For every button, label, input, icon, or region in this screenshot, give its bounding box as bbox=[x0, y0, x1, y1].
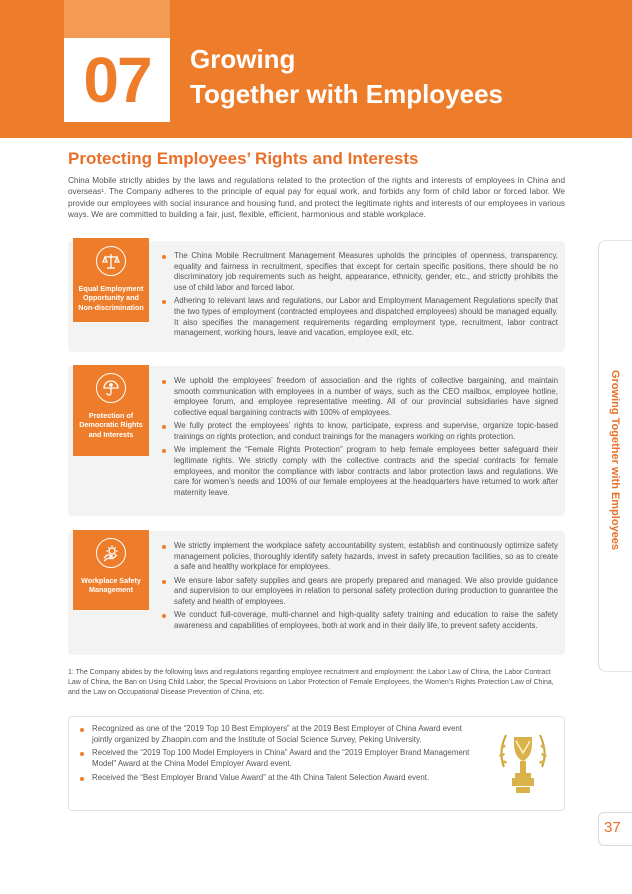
list-item: We implement the “Female Rights Protection” program to help female employees better safeguard their legitimate rights. We strictly comply with the collective contracts and the special contracts for female employees, and monitor the compliance with labor contracts and labor protection laws and regulations. We care for women’s needs and 100% of our female employees at the headquarters have returned to work after maternity leave. bbox=[161, 445, 558, 499]
block-label-democratic-rights bbox=[73, 365, 149, 456]
awards-list bbox=[79, 724, 474, 787]
chapter-title-line2: Together with Employees bbox=[190, 79, 504, 109]
list-item: Recognized as one of the “2019 Top 10 Best Employers” at the 2019 Best Employer of China Award event jointly organized by Zhaopin.com and the Institute of Social Science Survey, Peking University. bbox=[79, 724, 474, 745]
list-item: Adhering to relevant laws and regulations, our Labor and Employment Management Regulations specify that the two types of employment (contracted employees and dispatched employees) should be managed equally. It also specifies the management requirements regarding employment type, recruitment, labor contract management, working hours, leave and vacation, employee exit, etc. bbox=[161, 296, 558, 339]
section-intro: China Mobile strictly abides by the laws and regulations related to the protection of the rights and interests of employees in China and overseas¹. The Company adheres to the principle of equal pay for equal work, and forbids any form of child labor or forced labor. We provide our employees with social insurance and housing fund, and protect the legitimate rights and interests of our employees in various ways. We are committed to building a fair, just, flexible, efficient, harmonious and stable workplace. bbox=[68, 176, 565, 219]
bullet-list bbox=[161, 541, 558, 634]
footnote: 1: The Company abides by the following laws and regulations regarding employee recruitment and employment: the Labor Law of China, the Labor Contract Law of China, the Ban on Using Child Labor, the Special Provisions on Labor Protection of Female Employees, the Women’s Rights Protection Law of China, and the Law on Occupational Disease Prevention of China, etc. bbox=[68, 669, 554, 696]
block-label-text: Workplace Safety Management bbox=[81, 576, 141, 595]
bullet-list bbox=[161, 376, 558, 501]
block-label-equal-employment bbox=[73, 238, 149, 322]
block-label-workplace-safety bbox=[73, 530, 149, 610]
list-item: We ensure labor safety supplies and gears are properly prepared and managed. We also provide guidance and supervision to our employees in relation to personal safety protection during production to guarantee the safety and health of employees. bbox=[161, 576, 558, 608]
section-title: Protecting Employees’ Rights and Interests bbox=[68, 149, 419, 168]
awards-box bbox=[68, 716, 565, 811]
block-label-text: Protection of Democratic Rights and Interests bbox=[79, 411, 143, 439]
page-number: 37 bbox=[604, 819, 621, 836]
list-item: We fully protect the employees’ rights to know, participate, express and supervise, organize topic-based trainings on rights protection, and conduct trainings for the managers working on rights protection. bbox=[161, 421, 558, 442]
trophy-icon bbox=[494, 727, 552, 801]
chapter-number: 07 bbox=[64, 38, 170, 122]
list-item: We strictly implement the workplace safety accountability system, establish and continuously optimize safety management policies, thoroughly identify safety hazards, invest in safety precaution facilities, so as to create a safe and healthy workplace for employees. bbox=[161, 541, 558, 573]
block-label-text: Equal Employment Opportunity and Non-discrimination bbox=[78, 284, 144, 312]
list-item: We uphold the employees’ freedom of association and the rights of collective bargaining, and maintain smooth communication with employees in a number of ways, such as the CEO mailbox, employee hotline, employee forum, and employee representative meeting. All of our provincial subsidiaries have signed collective equal bargaining contracts with 100% of employees. bbox=[161, 376, 558, 419]
list-item: Received the “2019 Top 100 Model Employers in China” Award and the “2019 Employer Brand Management Model” Award at the China Model Employer Award event. bbox=[79, 748, 474, 769]
list-item: We conduct full-coverage, multi-channel and high-quality safety training and education to raise the safety awareness and capabilities of employees, both at work and in their daily life, to prevent safety accidents. bbox=[161, 610, 558, 631]
chapter-header bbox=[0, 0, 632, 138]
umbrella-icon bbox=[96, 373, 126, 403]
list-item: Received the “Best Employer Brand Value Award” at the 4th China Talent Selection Award event. bbox=[79, 773, 474, 784]
list-item: The China Mobile Recruitment Management Measures upholds the principles of openness, transparency, equality and fairness in recruitment, specifies that except for certain specific positions, there should be no discriminatory job requirements such as height, appearance, ethnicity, gender, etc., and strictly prohibits the use of child labor and forced labor. bbox=[161, 251, 558, 294]
chapter-title-line1: Growing bbox=[190, 44, 296, 74]
scales-icon bbox=[96, 246, 126, 276]
side-tab-title-wrap bbox=[608, 360, 622, 560]
bullet-list bbox=[161, 251, 558, 342]
side-tab-title: Growing Together with Employees bbox=[609, 369, 621, 551]
gear-hand-icon bbox=[96, 538, 126, 568]
